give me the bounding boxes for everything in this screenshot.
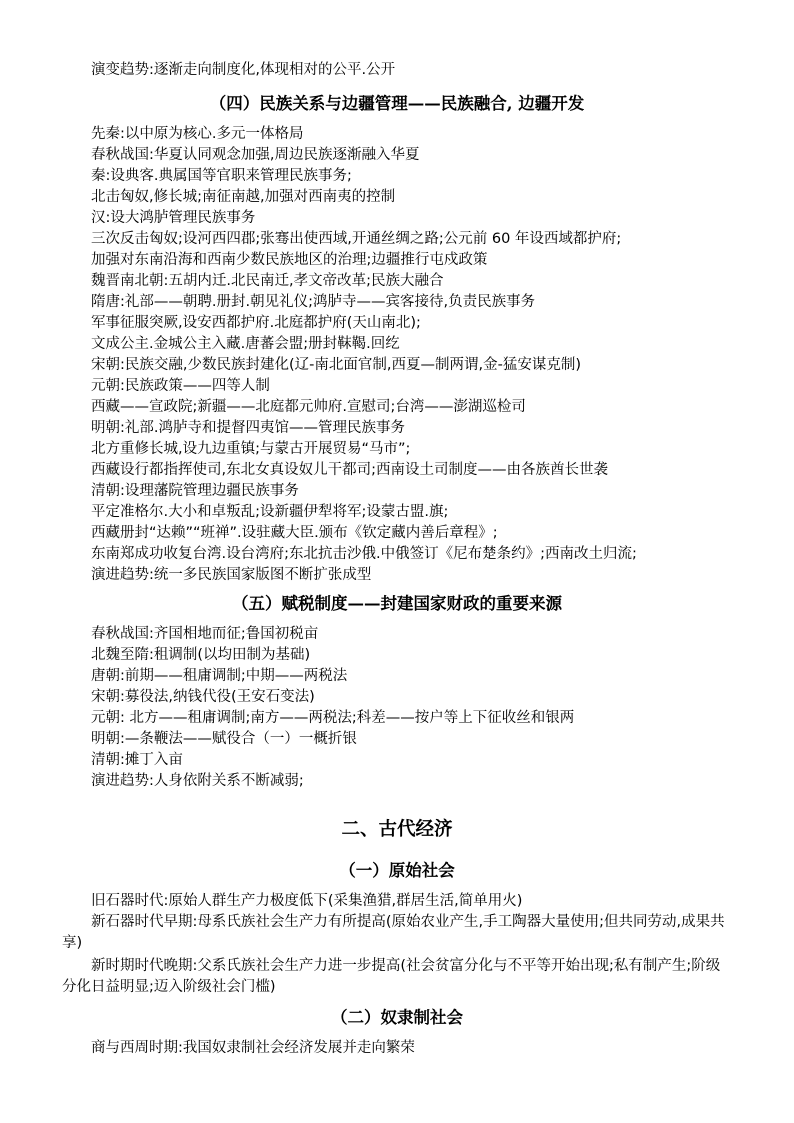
text-line: 北方重修长城,设九边重镇;与蒙古开展贸易“马市”;: [91, 441, 411, 457]
section-heading-ethnic: （四）民族关系与边疆管理——民族融合, 边疆开发: [209, 94, 585, 113]
text-line: 明朝:礼部.鸿胪寺和提督四夷馆——管理民族事务: [91, 420, 405, 436]
text-line: 演进趋势:统一多民族国家版图不断扩张成型: [91, 567, 372, 583]
text-line: 元朝:民族政策——四等人制: [91, 378, 270, 394]
text-line: 元朝: 北方——租庸调制;南方——两税法;科差——按户等上下征收丝和银两: [91, 710, 575, 726]
text-paragraph: 新石器时代早期:母系氏族社会生产力有所提高(原始农业产生,手工陶器大量使用;但共同劳动,成果共享): [62, 914, 725, 951]
text-line: 西藏册封“达赖”“班禅”.设驻藏大臣.颁布《钦定藏内善后章程》;: [91, 525, 498, 541]
text-line: 汉:设大鸿胪管理民族事务: [91, 210, 256, 226]
text-line: 西藏设行都指挥使司,东北女真设奴儿干都司;西南设土司制度——由各族酋长世袭: [91, 462, 608, 478]
text-line: 军事征服突厥,设安西都护府.北庭都护府(天山南北);: [91, 315, 421, 331]
text-line: 旧石器时代:原始人群生产力极度低下(采集渔猎,群居生活,简单用火): [91, 893, 523, 909]
text-line: 明朝:—条鞭法——赋役合（一）一概折银: [91, 731, 357, 747]
text-line: 三次反击匈奴;设河西四郡;张骞出使西域,开通丝绸之路;公元前 60 年设西域都护府;: [91, 231, 622, 247]
text-line: 演进趋势:人身依附关系不断减弱;: [91, 773, 304, 789]
trend-line: 演变趋势:逐渐走向制度化,体现相对的公平.公开: [91, 62, 396, 78]
text-line: 商与西周时期:我国奴隶制社会经济发展并走向繁荣: [91, 1040, 415, 1056]
text-line: 文成公主.金城公主入藏.唐蕃会盟;册封靺鞨.回纥: [91, 336, 400, 352]
part-heading-economy: 二、古代经济: [341, 819, 453, 840]
text-line: 清朝:设理藩院管理边疆民族事务: [91, 483, 299, 499]
text-line: 北击匈奴,修长城;南征南越,加强对西南夷的控制: [91, 189, 396, 205]
text-line: 北魏至隋:租调制(以均田制为基础): [91, 647, 311, 663]
text-line: 加强对东南沿海和西南少数民族地区的治理;边疆推行屯戍政策: [91, 252, 488, 268]
text-line: 春秋战国:齐国相地而征;鲁国初税亩: [91, 626, 319, 642]
text-line: 平定准格尔.大小和卓叛乱;设新疆伊犁将军;设蒙古盟.旗;: [91, 504, 449, 520]
section-heading-slavery: （二）奴隶制社会: [331, 1008, 463, 1027]
text-line: 西藏——宣政院;新疆——北庭都元帅府.宣慰司;台湾——澎湖巡检司: [91, 399, 526, 415]
text-line: 清朝:摊丁入亩: [91, 752, 183, 768]
text-line: 东南郑成功收复台湾.设台湾府;东北抗击沙俄.中俄签订《尼布楚条约》;西南改土归流;: [91, 546, 637, 562]
text-line: 魏晋南北朝:五胡内迁.北民南迁,孝文帝改革;民族大融合: [91, 273, 444, 289]
text-line: 先秦:以中原为核心.多元一体格局: [91, 126, 304, 142]
text-line: 春秋战国:华夏认同观念加强,周边民族逐渐融入华夏: [91, 147, 420, 163]
text-paragraph: 新时期时代晚期:父系氏族社会生产力进一步提高(社会贫富分化与不平等开始出现;私有制产生;阶级分化日益明显;迈入阶级社会门槛): [62, 958, 721, 995]
text-line: 秦:设典客.典属国等官职来管理民族事务;: [91, 168, 352, 184]
text-line: 宋朝:募役法,纳钱代役(王安石变法): [91, 689, 315, 705]
section-heading-primitive: （一）原始社会: [339, 861, 455, 880]
text-line: 宋朝:民族交融,少数民族封建化(辽-南北面官制,西夏—制两谓,金-猛安谋克制): [91, 357, 581, 373]
text-line: 唐朝:前期——租庸调制;中期——两税法: [91, 668, 348, 684]
section-heading-tax: （五）赋税制度——封建国家财政的重要来源: [232, 594, 562, 613]
text-line: 隋唐:礼部——朝聘.册封.朝见礼仪;鸿胪寺——宾客接待,负责民族事务: [91, 294, 536, 310]
